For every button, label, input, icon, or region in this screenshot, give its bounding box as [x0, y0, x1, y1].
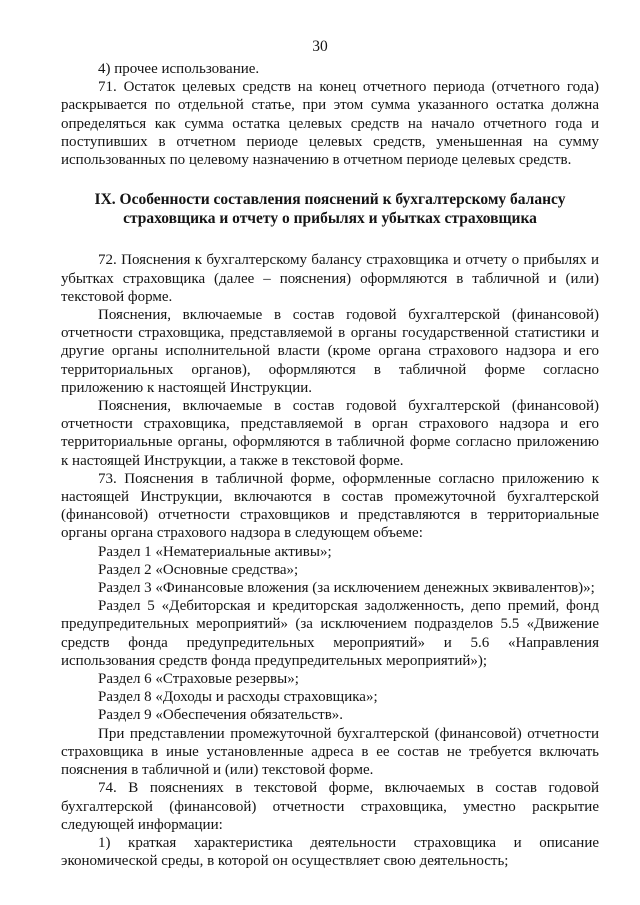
list-item-section-9: Раздел 9 «Обеспечения обязательств». [98, 707, 344, 724]
list-item-section-5: Раздел 5 «Дебиторская и кредиторская задолженность, депо премий, фонд предупредительных мероприятий» (за исключением подразделов 5.5 «Движение средств фонда предупредительных мероприятий» и 5.6 «Направления использования средств фонда предупредительных мероприятий»); [61, 598, 599, 669]
list-item-74-1: 1) краткая характеристика деятельности страховщика и описание экономической среды, в которой он осуществляет свою деятельность; [61, 834, 599, 870]
paragraph-annual-supervision: Пояснения, включаемые в состав годовой бухгалтерской (финансовой) отчетности страховщика, представляемой в орган страхового надзора и его территориальные органы, оформляются в табличной форме согласно приложению к настоящей Инструкции, а также в текстовой форме. [61, 398, 599, 469]
paragraph-72: 72. Пояснения к бухгалтерскому балансу страховщика и отчету о прибылях и убытках страховщика (далее – пояснения) оформляются в табличной и (или) текстовой форме. [61, 252, 599, 305]
document-body [61, 60, 599, 870]
section-heading-line-1: IX. Особенности составления пояснений к бухгалтерскому балансу [94, 191, 566, 209]
paragraph-73: 73. Пояснения в табличной форме, оформленные согласно приложению к настоящей Инструкции, включаются в состав промежуточной бухгалтерской (финансовой) отчетности страховщиков и представляются в территориальные органы органа страхового надзора в следующем объеме: [61, 470, 599, 542]
list-item-section-3: Раздел 3 «Финансовые вложения (за исключением денежных эквивалентов)»; [98, 580, 595, 597]
paragraph-71: 71. Остаток целевых средств на конец отчетного периода (отчетного года) раскрывается по отдельной статье, при этом сумма указанного остатка должна определяться как сумма остатка целевых средств на начало отчетного года и поступивших в отчетном периоде целевых средств, уменьшенная на сумму использованных по целевому назначению в отчетном периоде целевых средств. [61, 79, 599, 169]
paragraph-74: 74. В пояснениях в текстовой форме, включаемых в состав годовой бухгалтерской (финансовой) отчетности страховщика, уместно раскрытие следующей информации: [61, 780, 599, 833]
paragraph-interim-reporting: При представлении промежуточной бухгалтерской (финансовой) отчетности страховщика в иные установленные адреса в ее состав не требуется включать пояснения в табличной и (или) текстовой форме. [61, 725, 599, 779]
section-heading-line-2: страховщика и отчету о прибылях и убытках страховщика [123, 209, 537, 227]
page-number: 30 [312, 38, 328, 55]
section-heading [61, 191, 599, 228]
list-item-section-2: Раздел 2 «Основные средства»; [98, 561, 299, 578]
paragraph-annual-statistics: Пояснения, включаемые в состав годовой бухгалтерской (финансовой) отчетности страховщика, представляемой в органы государственной статистики и другие органы исполнительной власти (кроме органа страхового надзора и его территориальных органов), оформляются в табличной форме согласно приложению к настоящей Инструкции. [61, 307, 599, 396]
list-item-section-8: Раздел 8 «Доходы и расходы страховщика»; [98, 689, 378, 706]
list-item-section-6: Раздел 6 «Страховые резервы»; [98, 671, 299, 688]
list-item-section-1: Раздел 1 «Нематериальные активы»; [98, 543, 332, 560]
paragraph-item-4: 4) прочее использование. [98, 61, 260, 77]
